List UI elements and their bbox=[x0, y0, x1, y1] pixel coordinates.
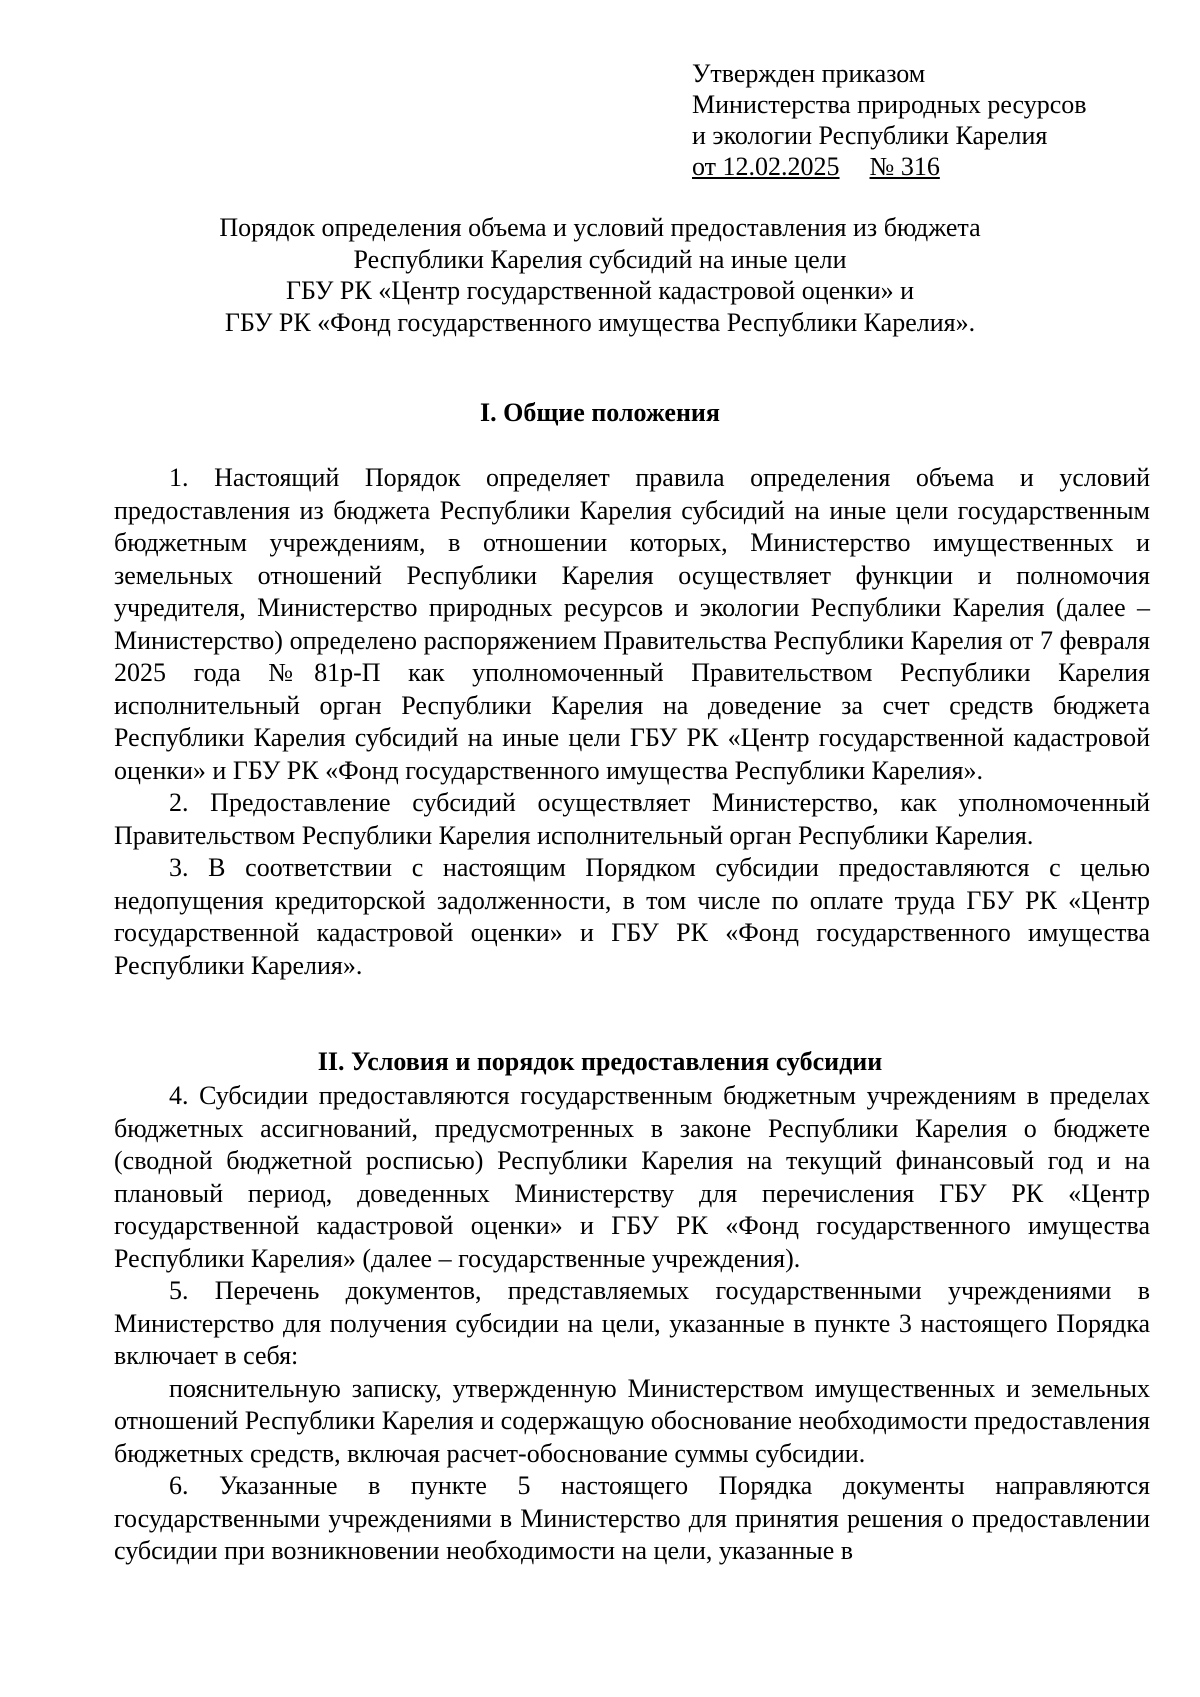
section-1-heading: I. Общие положения bbox=[480, 398, 720, 427]
paragraph-5-item: пояснительную записку, утвержденную Министерством имущественных и земельных отношений Республики Карелия и содержащую обоснование необходимости предоставления бюджетных средств, включая расчет-обоснование суммы субсидии. bbox=[114, 1373, 1150, 1468]
approval-date: от 12.02.2025 bbox=[692, 152, 840, 181]
approval-line-3: и экологии Республики Карелия bbox=[692, 121, 1048, 150]
title-line-1: Порядок определения объема и условий предоставления из бюджета bbox=[219, 213, 981, 242]
paragraph-3: 3. В соответствии с настоящим Порядком субсидии предоставляются с целью недопущения кредиторской задолженности, в том числе по оплате труда ГБУ РК «Центр государственной кадастровой оценки» и ГБУ РК «Фонд государственного имущества Республики Карелия». bbox=[114, 853, 1150, 980]
title-line-2: Республики Карелия субсидий на иные цели bbox=[353, 244, 847, 274]
title-line-3: ГБУ РК «Центр государственной кадастровой оценки» и bbox=[285, 276, 915, 305]
approval-date-number bbox=[692, 151, 1087, 182]
title-line-4: ГБУ РК «Фонд государственного имущества Республики Карелия». bbox=[224, 307, 976, 337]
section-1-body bbox=[114, 462, 1150, 982]
paragraph-2: 2. Предоставление субсидий осуществляет Министерство, как уполномоченный Правительством Республики Карелия исполнительный орган Республики Карелия. bbox=[114, 788, 1150, 850]
section-2-heading: II. Условия и порядок предоставления субсидии bbox=[317, 1047, 883, 1076]
paragraph-1: 1. Настоящий Порядок определяет правила определения объема и условий предоставления из бюджета Республики Карелия субсидий на иные цели государственным бюджетным учреждениям, в отношении которых, Министерство имущественных и земельных отношений Республики Карелия осуществляет функции и полномочия учредителя, Министерство природных ресурсов и экологии Республики Карелия (далее – Министерство) определено распоряжением Правительства Республики Карелия от 7 февраля 2025 года №81р-П как уполномоченный Правительством Республики Карелия исполнительный орган Республики Карелия на доведение за счет средств бюджета Республики Карелия субсидий на иные цели ГБУ РК «Центр государственной кадастровой оценки» и ГБУ РК «Фонд государственного имущества Республики Карелия». bbox=[114, 463, 1150, 785]
approval-line-2: Министерства природных ресурсов bbox=[692, 90, 1087, 119]
paragraph-4: 4. Субсидии предоставляются государственным бюджетным учреждениям в пределах бюджетных ассигнований, предусмотренных в законе Республики Карелия о бюджете (сводной бюджетной росписью) Республики Карелия на текущий финансовый год и на плановый период, доведенных Министерству для перечисления ГБУ РК «Центр государственной кадастровой оценки» и ГБУ РК «Фонд государственного имущества Республики Карелия» (далее – государственные учреждения). bbox=[114, 1081, 1150, 1273]
paragraph-6: 6. Указанные в пункте 5 настоящего Порядка документы направляются государственными учреждениями в Министерство для принятия решения о предоставлении субсидии при возникновении необходимости на цели, указанные в bbox=[114, 1471, 1150, 1565]
approval-line-1: Утвержден приказом bbox=[692, 59, 926, 88]
approval-number: № 316 bbox=[869, 152, 940, 181]
paragraph-5: 5. Перечень документов, представляемых государственными учреждениями в Министерство для получения субсидии на цели, указанные в пункте 3 настоящего Порядка включает в себя: bbox=[114, 1276, 1150, 1370]
approval-stamp bbox=[692, 58, 1087, 182]
document-title bbox=[100, 212, 1100, 338]
section-2-body bbox=[114, 1080, 1150, 1568]
